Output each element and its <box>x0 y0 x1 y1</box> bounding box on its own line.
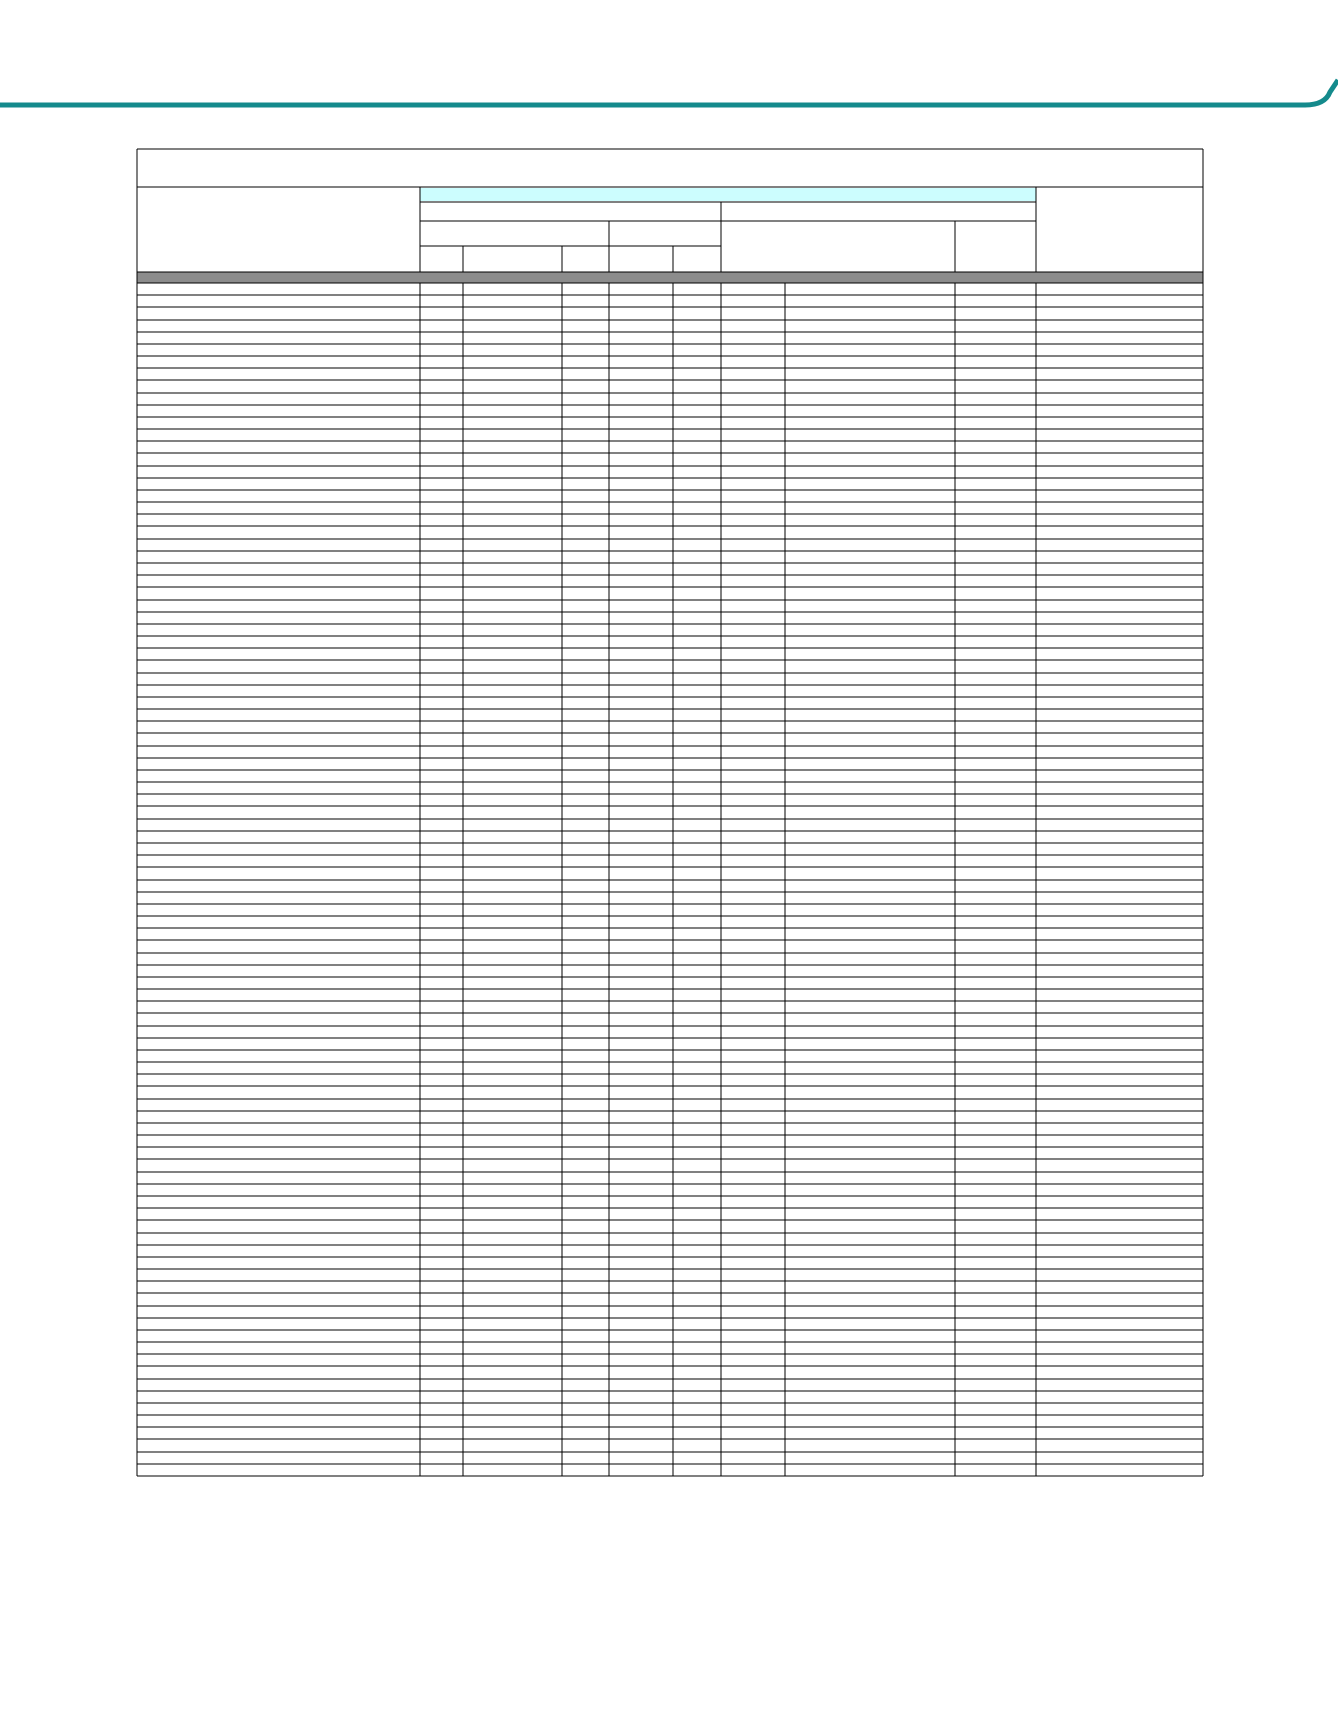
form-lines <box>137 149 1203 1476</box>
header-separator <box>137 272 1203 283</box>
header-band <box>420 188 1036 201</box>
